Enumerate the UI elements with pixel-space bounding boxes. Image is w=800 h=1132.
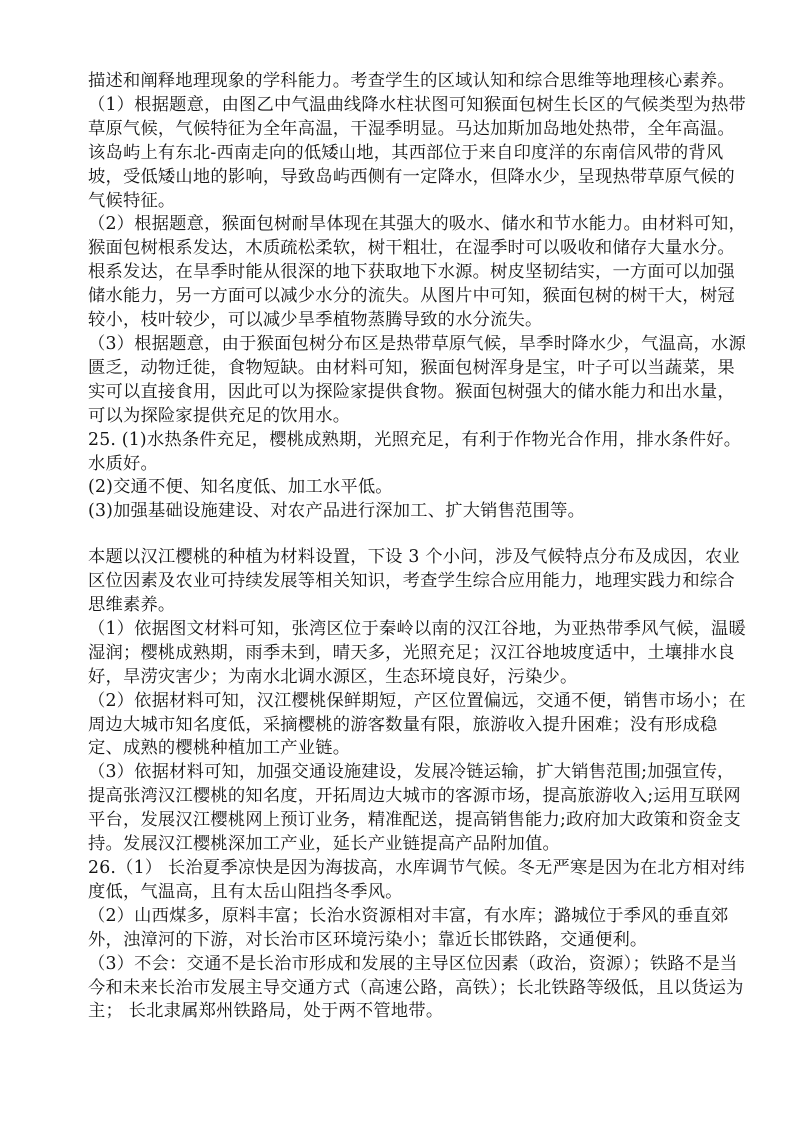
intro-paragraph: 描述和阐释地理现象的学科能力。考查学生的区域认知和综合思维等地理核心素养。 bbox=[88, 71, 735, 91]
answer-document bbox=[88, 70, 748, 1024]
answer-24-1: （1）根据题意，由图乙中气温曲线降水柱状图可知猴面包树生长区的气候类型为热带草原气候，气候特征为全年高温，干湿季明显。马达加斯加岛地处热带，全年高温。该岛屿上有东北-西南走向的低矮山地，其西部位于来自印度洋的东南信风带的背风坡，受低矮山地的影响，导致岛屿西侧有一定降水，但降水少，呈现热带草原气候的气候特征。 bbox=[88, 94, 747, 211]
answer-26-3: （3）不会：交通不是长治市形成和发展的主导区位因素（政治，资源）；铁路不是当今和未来长治市发展主导交通方式（高速公路，高铁）；长北铁路等级低，且以货运为主； 长北隶属郑州铁路局，处于两不管地带。 bbox=[88, 953, 744, 1022]
analysis-25-1: （1）依据图文材料可知，张湾区位于秦岭以南的汉江谷地，为亚热带季风气候，温暖湿润；樱桃成熟期，雨季未到，晴天多，光照充足；汉江谷地坡度适中，土壤排水良好，旱涝灾害少；为南水北调水源区，生态环境良好，污染少。 bbox=[88, 618, 747, 687]
analysis-25-2: （2）依据材料可知，汉江樱桃保鲜期短，产区位置偏远，交通不便，销售市场小；在周边大城市知名度低，采摘樱桃的游客数量有限，旅游收入提升困难；没有形成稳定、成熟的樱桃种植加工产业链。 bbox=[88, 690, 747, 759]
answer-24-3: （3）根据题意，由于猴面包树分布区是热带草原气候，旱季时降水少，气温高，水源匮乏，动物迁徙，食物短缺。由材料可知，猴面包树浑身是宝，叶子可以当蔬菜，果实可以直接食用，因此可以为探险家提供食物。猴面包树强大的储水能力和出水量，可以为探险家提供充足的饮用水。 bbox=[88, 333, 747, 426]
answer-25-3: (3)加强基础设施建设、对农产品进行深加工、扩大销售范围等。 bbox=[88, 501, 586, 522]
analysis-25-3: （3）依据材料可知，加强交通设施建设，发展冷链运输，扩大销售范围;加强宣传，提高张湾汉江樱桃的知名度，开拓周边大城市的客源市场，提高旅游收入;运用互联网平台，发展汉江樱桃网上预订业务，精准配送，提高销售能力;政府加大政策和资金支持。发展汉江樱桃深加工产业，延长产业链提高产品附加值。 bbox=[88, 762, 741, 855]
section-gap bbox=[88, 524, 748, 546]
analysis-25: 本题以汉江樱桃的种植为材料设置，下设 3 个小问，涉及气候特点分布及成因，农业区位因素及农业可持续发展等相关知识，考查学生综合应用能力，地理实践力和综合思维素养。 bbox=[88, 547, 740, 616]
answer-25-1: 25. (1)水热条件充足，樱桃成熟期，光照充足，有利于作物光合作用，排水条件好。水质好。 bbox=[88, 429, 742, 474]
answer-24-2: （2）根据题意，猴面包树耐旱体现在其强大的吸水、储水和节水能力。由材料可知，猴面包树根系发达，木质疏松柔软，树干粗壮，在湿季时可以吸收和储存大量水分。根系发达，在旱季时能从很深的地下获取地下水源。树皮坚韧结实，一方面可以加强储水能力，另一方面可以减少水分的流失。从图片中可知，猴面包树的树干大，树冠较小，枝叶较少，可以减少旱季植物蒸腾导致的水分流失。 bbox=[88, 214, 747, 331]
answer-26-2: （2）山西煤多，原料丰富；长治水资源相对丰富，有水库；潞城位于季风的垂直郊外，浊漳河的下游，对长治市区环境污染小；靠近长邯铁路，交通便利。 bbox=[88, 905, 729, 950]
answer-25-2: (2)交通不便、知名度低、加工水平低。 bbox=[88, 477, 393, 498]
answer-26-1: 26.（1） 长治夏季凉快是因为海拔高，水库调节气候。冬无严寒是因为在北方相对纬度低，气温高，且有太岳山阻挡冬季风。 bbox=[88, 858, 745, 902]
